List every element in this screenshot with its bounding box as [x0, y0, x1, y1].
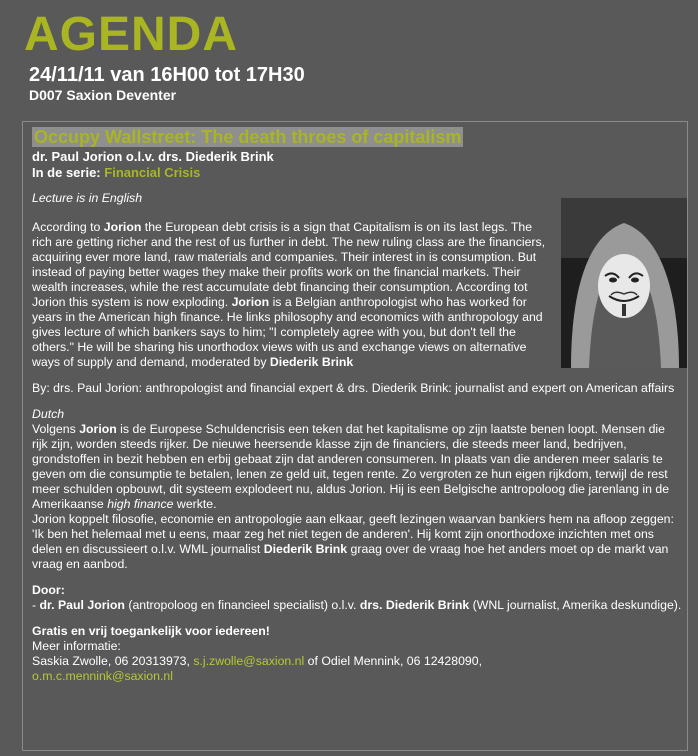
text-run: the European debt crisis is a sign that Capitalism is on its last legs. The rich are getting richer and the rest of us further in debt. The new ruling class are the financiers, acquiring ever more land, raw materials and companies. Their interest in is consumption. But instead of paying better wages they make their profits work on the financial markets. Their wealth increases, while the rest accumulate debt financing their consumption. According tot Jorion this system is now exploding.	[32, 220, 546, 309]
text-run: According to	[32, 220, 104, 234]
event-content	[32, 127, 682, 684]
email-link-mennink[interactable]: o.m.c.mennink@saxion.nl	[32, 669, 173, 683]
text-run-bold: dr. Paul Jorion	[39, 598, 125, 612]
text-run-bold: Diederik Brink	[269, 355, 354, 369]
text-run: Jorion koppelt filosofie, economie en antropologie aan elkaar, geeft lezingen waarvan bankiers hem na afloop zeggen: 'Ik ben het helemaal met u eens, maar zeg het niet tegen de anderen'. Hij komt zijn onorthodoxe inzichten met ons delen en discussieert o.l.v. WML journalist	[32, 512, 674, 556]
text-run: of Odiel Mennink, 06 12428090,	[304, 654, 482, 668]
text-run: is a Belgian anthropologist who has worked for years in the American high finance. He links philosophy and economics with anthropology and gives lecture of which bankers says to him; "I completely agree with you, but don't tell the others." He will be sharing his unorthodox views with us and exchange views on alternative ways of supply and demand, moderated by	[32, 295, 543, 369]
text-run-bold: Jorion	[231, 295, 270, 309]
dutch-description	[32, 422, 682, 512]
dutch-label: Dutch	[32, 407, 65, 421]
free-entry: Gratis en vrij toegankelijk voor iedereen!	[32, 624, 270, 638]
door-label: Door:	[32, 583, 65, 597]
event-title: Occupy Wallstreet: The death throes of capitalism	[34, 127, 462, 147]
series-label: In de serie:	[32, 165, 101, 180]
english-description	[32, 220, 552, 370]
language-note: Lecture is in English	[32, 191, 143, 205]
event-speaker: dr. Paul Jorion o.l.v. drs. Diederik Brink	[32, 149, 274, 164]
english-byline: By: drs. Paul Jorion: anthropologist and financial expert & drs. Diederik Brink: journalist and expert on American affairs	[32, 381, 675, 395]
text-run-bold: Diederik Brink	[263, 542, 348, 556]
text-run-bold: Jorion	[79, 422, 117, 436]
more-info-label: Meer informatie:	[32, 639, 121, 653]
contact-line	[32, 654, 682, 669]
door-line	[32, 598, 682, 613]
page-title: AGENDA	[24, 8, 239, 61]
text-run: (antropoloog en financieel specialist) o.l.v.	[124, 598, 360, 612]
text-run: Volgens	[32, 422, 80, 436]
event-datetime: 24/11/11 van 16H00 tot 17H30	[29, 64, 305, 86]
text-run: (WNL journalist, Amerika deskundige).	[469, 598, 682, 612]
event-location: D007 Saxion Deventer	[29, 87, 177, 103]
text-run: graag over de vraag hoe het anders moet op de markt van vraag en aanbod.	[32, 542, 669, 571]
text-run: Saskia Zwolle, 06 20313973,	[32, 654, 194, 668]
event-series	[32, 165, 682, 181]
email-link-zwolle[interactable]: s.j.zwolle@saxion.nl	[193, 654, 305, 668]
text-run: is de Europese Schuldencrisis een teken dat het kapitalisme op zijn laatste benen loopt. Mensen die rijk zijn, worden steeds rijker. De nieuwe heersende klasse zijn de financiers, die steeds meer land, bedrijven, grondstoffen in bezit hebben en erbij gebaat zijn dat anderen consumeren. In plaats van die anderen meer salaris te geven om die consumptie te betalen, lenen ze geld uit, tegen rente. Zo vergroten ze hun eigen rijkdom, terwijl de rest meer schulden opbouwt, dit systeem explodeert nu, aldus Jorion. Hij is een Belgische antropoloog die jarenlang in de Amerikaanse	[32, 422, 670, 511]
text-run: -	[32, 598, 40, 612]
series-link[interactable]: Financial Crisis	[104, 165, 201, 180]
text-run-bold: drs. Diederik Brink	[359, 598, 470, 612]
text-run-bold: Jorion	[103, 220, 142, 234]
text-run: werkte.	[173, 497, 217, 511]
text-run-italic: high finance	[107, 497, 174, 511]
dutch-description-2	[32, 512, 682, 572]
